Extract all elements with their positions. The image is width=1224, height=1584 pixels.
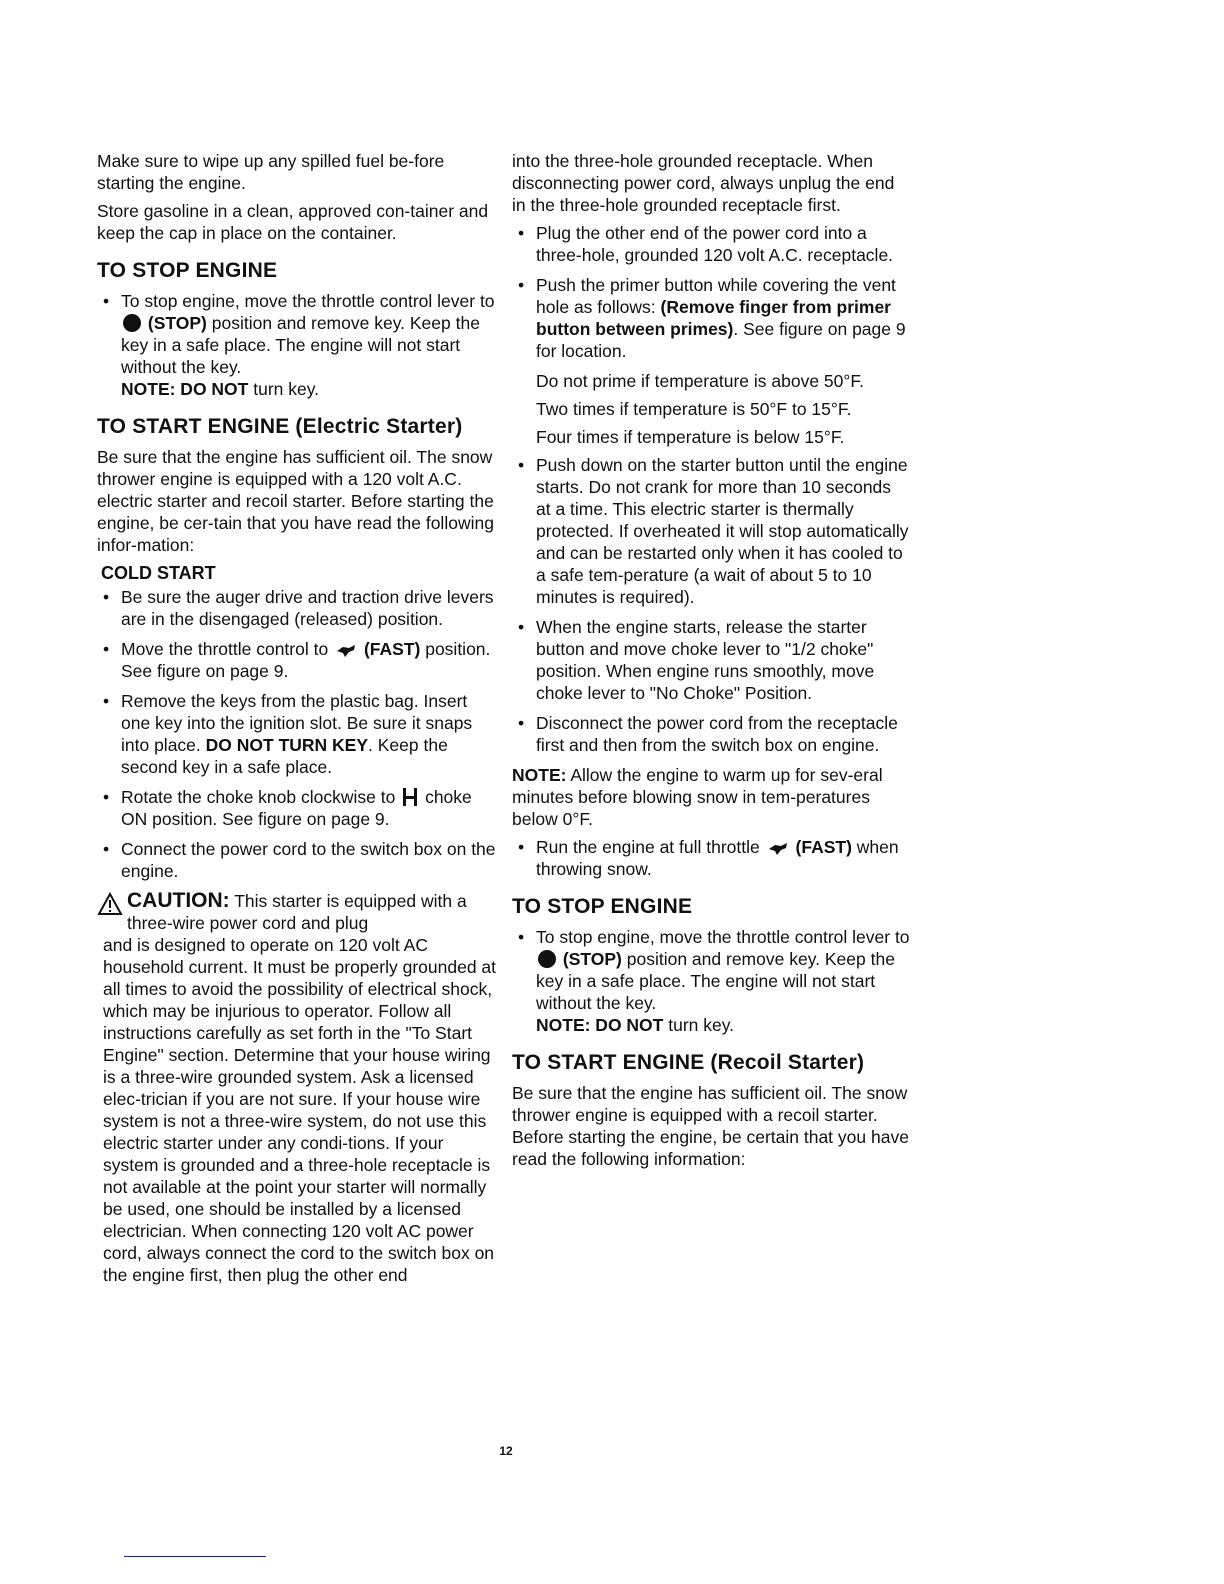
text: . See figure on page 9 for location.	[536, 319, 906, 361]
paragraph: Be sure that the engine has sufficient oil. The snow thrower engine is equipped with a recoil starter. Before starting the engine, be certain that you have read the following information:	[512, 1083, 909, 1169]
bullet-list	[97, 290, 499, 400]
paragraph: Two times if temperature is 50°F to 15°F.	[536, 399, 852, 419]
paragraph: Be sure that the engine has sufficient oil. The snow thrower engine is equipped with a 120 volt A.C. electric starter and recoil starter. Before starting the engine, be cer-tain that you have read the following infor-mation:	[97, 447, 494, 555]
list-item: • Connect the power cord to the switch box on the engine.	[97, 838, 499, 882]
paragraph: into the three-hole grounded receptacle. When disconnecting power cord, always unplug the end in the three-hole grounded receptacle first.	[512, 151, 895, 215]
bullet-list	[512, 926, 910, 1036]
rabbit-icon	[767, 840, 789, 856]
list-item	[97, 786, 499, 830]
bullet-list	[97, 586, 499, 882]
text: when throwing snow.	[536, 837, 899, 879]
section-heading: TO START ENGINE (Recoil Starter)	[512, 1051, 865, 1074]
paragraph: Store gasoline in a clean, approved con-tainer and keep the cap in place on the container.	[97, 201, 489, 243]
text: position. See figure on page 9.	[121, 639, 491, 681]
text: . Keep the second key in a safe place.	[121, 735, 448, 777]
section-heading: TO STOP ENGINE	[97, 259, 278, 282]
text: (FAST)	[795, 837, 852, 857]
list-item: • Push down on the starter button until the engine starts. Do not crank for more than 10 seconds at a time. This electric starter is thermally protected. If overheated it will stop automatically and can be restarted only when it has cooled to a safe tem-perature (a wait of about 5 to 10 minutes is required).	[512, 454, 910, 608]
text: (STOP)	[147, 313, 207, 333]
stop-icon	[538, 950, 556, 968]
text: turn key.	[668, 1015, 735, 1035]
text: position and remove key. Keep the key in a safe place. The engine will not start without the key.	[536, 949, 895, 1013]
caution-text: and is designed to operate on 120 volt AC household current. It must be properly grounded at all times to avoid the possibility of electrical shock, which may be injurious to operator. Follow all instructions carefully as set forth in the "To Start Engine" section. Determine that your house wiring is a three-wire grounded system. Ask a licensed elec-trician if you are not sure. If your house wire system is not a three-wire system, do not use this electric starter under any condi-tions. If your system is grounded and a three-hole receptacle is not available at the point your starter will normally be used, one should be installed by a licensed electrician. When connecting 120 volt AC power cord, always connect the cord to the switch box on the engine first, then plug the other end	[103, 935, 497, 1285]
text: turn key.	[253, 379, 320, 399]
footer-rule	[124, 1556, 266, 1557]
note-label: NOTE: DO NOT	[536, 1015, 664, 1035]
text: To stop engine, move the throttle control lever to	[536, 927, 910, 947]
paragraph: Four times if temperature is below 15°F.	[536, 427, 845, 447]
text: (FAST)	[363, 639, 421, 659]
text: Run the engine at full throttle	[536, 837, 760, 857]
list-item: • Plug the other end of the power cord into a three-hole, grounded 120 volt A.C. receptacle.	[512, 222, 910, 266]
text: DO NOT TURN KEY	[205, 735, 369, 755]
list-item: • Disconnect the power cord from the receptacle first and then from the switch box on engine.	[512, 712, 910, 756]
text: Remove the keys from the plastic bag. Insert one key into the ignition slot. Be sure it snaps into place.	[121, 691, 473, 755]
note-label: NOTE:	[512, 765, 567, 785]
text: (Remove finger from primer button between primes)	[536, 297, 891, 339]
section-heading: TO START ENGINE (Electric Starter)	[97, 415, 463, 438]
list-item	[512, 274, 910, 362]
note-paragraph	[512, 764, 910, 830]
choke-icon	[402, 787, 418, 807]
list-item: • When the engine starts, release the starter button and move choke lever to "1/2 choke" position. When engine runs smoothly, move choke lever to "No Choke" Position.	[512, 616, 910, 704]
bullet-list	[512, 836, 910, 880]
page-number: 12	[499, 1444, 513, 1458]
text: (STOP)	[562, 949, 622, 969]
right-column	[512, 150, 910, 1176]
stop-icon	[123, 314, 141, 332]
text: Rotate the choke knob clockwise to	[121, 787, 396, 807]
warning-triangle-icon	[97, 892, 123, 916]
list-item	[97, 690, 499, 778]
bullet-list	[512, 454, 910, 756]
text: This starter is equipped with a three-wire power cord and plug	[127, 891, 467, 933]
list-item	[512, 836, 910, 880]
text: choke ON position. See figure on page 9.	[121, 787, 472, 829]
rabbit-icon	[335, 642, 357, 658]
text: Move the throttle control to	[121, 639, 329, 659]
left-column	[97, 150, 499, 1286]
paragraph: Make sure to wipe up any spilled fuel be-fore starting the engine.	[97, 151, 445, 193]
text: Push the primer button while covering the vent hole as follows:	[536, 275, 896, 317]
list-item	[97, 638, 499, 682]
section-heading: TO STOP ENGINE	[512, 895, 693, 918]
paragraph: Do not prime if temperature is above 50°F.	[536, 371, 864, 391]
subheading: COLD START	[101, 563, 216, 583]
list-item	[97, 290, 499, 400]
bullet-list	[512, 222, 910, 362]
text: position and remove key. Keep the key in a safe place. The engine will not start without the key.	[121, 313, 480, 377]
list-item	[512, 926, 910, 1036]
text: Allow the engine to warm up for sev-eral minutes before blowing snow in tem-peratures below 0°F.	[512, 765, 883, 829]
caution-block	[97, 890, 499, 1286]
caution-label: CAUTION:	[127, 889, 230, 912]
list-item: • Be sure the auger drive and traction drive levers are in the disengaged (released) position.	[97, 586, 499, 630]
note-label: NOTE: DO NOT	[121, 379, 249, 399]
text: To stop engine, move the throttle control lever to	[121, 291, 495, 311]
